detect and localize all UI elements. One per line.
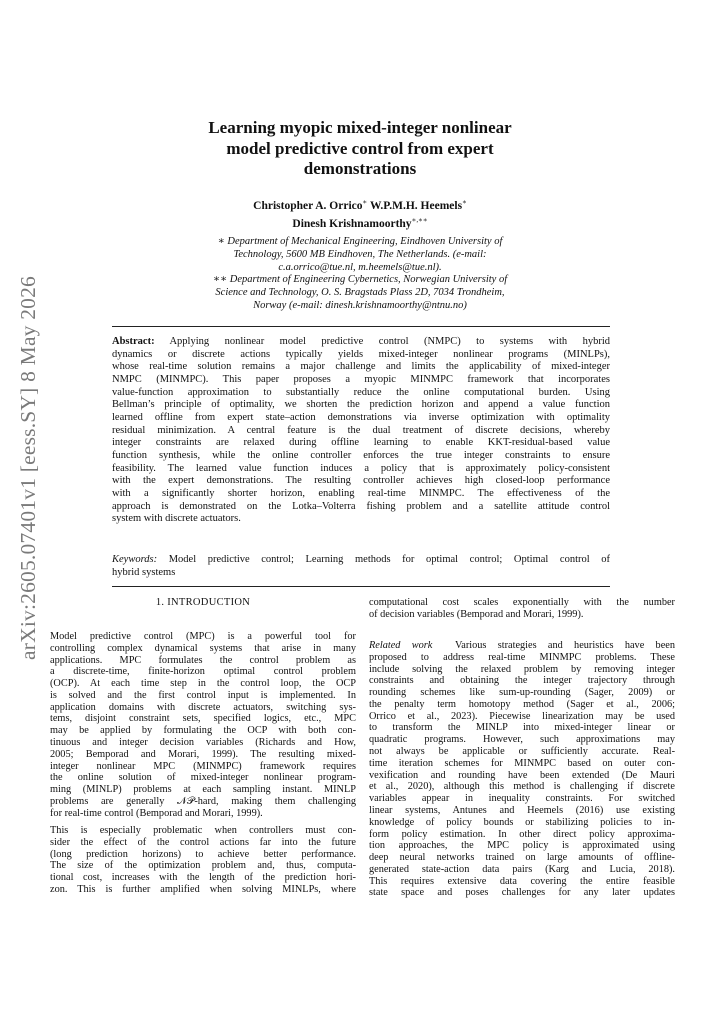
text-line: sider the effect of the control actions far into the future — [50, 836, 356, 848]
text-line: et al., 2020), although this method is challenging if discrete — [369, 781, 675, 793]
text-line: is solved and the first control input is implemented. In — [50, 689, 356, 701]
abstract-line: NMPC (MINMPC). This paper proposes a myopic MINMPC framework that incorporates — [112, 373, 610, 385]
text-line: (OCP). At each time step in the control loop, the OCP — [50, 678, 356, 690]
text-line: a discrete-time, finite-horizon optimal control problem — [50, 666, 356, 678]
text-line: deep neural networks trained on large amounts of offline- — [369, 852, 675, 864]
text-line: may be applied by formulating the OCP with both con- — [50, 725, 356, 737]
abstract-line: learned offline from expert state–action demonstrations via inverse optimization with optimality — [112, 411, 610, 423]
related-work-paragraph — [369, 640, 675, 899]
text-line: variables appear in inequality constraints. For switched — [369, 793, 675, 805]
text-line: the penalty term homotopy method (Sager et al., 2006; — [369, 698, 675, 710]
text-line: for real-time control (Bemporad and Morari, 1999). — [50, 807, 263, 819]
title-line: model predictive control from expert — [226, 138, 494, 158]
title-line: Learning myopic mixed-integer nonlinear — [208, 118, 512, 137]
divider-bottom — [112, 586, 610, 587]
arxiv-identifier: arXiv:2605.07401v1 [eess.SY] 8 May 2026 — [16, 275, 40, 660]
text-line: to transform the MINLP into mixed-integer linear or — [369, 722, 675, 734]
keywords — [112, 554, 610, 580]
text-line: form policy estimation. In other direct policy approxima- — [369, 828, 675, 840]
keywords-line: Model predictive control; Learning methods for optimal control; Optimal control of — [168, 554, 610, 565]
keywords-label: Keywords: — [112, 554, 158, 565]
text-line: tinuous and integer decision variables (Richards and How, — [50, 737, 356, 749]
abstract-line: whose real-time solution remains a major challenge and limits the applicability of mixed-integer — [112, 361, 610, 373]
text-line: problems are generally 𝒩𝒫-hard, making them challenging — [50, 795, 356, 807]
abstract-line: with a significantly shorter horizon, enabling real-time MINMPC. The effectiveness of the — [112, 487, 610, 499]
author-block — [150, 195, 570, 231]
text-line: generated state-action data pairs (Karg and Lucia, 2018). — [369, 863, 675, 875]
abstract-line: Applying nonlinear model predictive control (NMPC) to systems with hybrid — [169, 336, 611, 347]
text-line: integer nonlinear MPC (MINMPC) framework requires — [50, 760, 356, 772]
affiliation-line: ∗ Department of Mechanical Engineering, Eindhoven University of — [217, 236, 503, 247]
abstract-line: approach is demonstrated on the Lotka–Volterra fishing problem and a satellite attitude control — [112, 500, 610, 512]
abstract — [112, 336, 610, 526]
text-line: knowledge of policy bounds or stabilizing policies to in- — [369, 816, 675, 828]
section-heading: 1. INTRODUCTION — [155, 597, 251, 608]
author-name: W.P.M.H. Heemels — [369, 199, 463, 212]
text-line: tems, disjoint constraint sets, specified logics, etc., MPC — [50, 713, 356, 725]
text-line: ming (MINLP) problems at each sampling instant. MINLP — [50, 784, 356, 796]
text-line: Various strategies and heuristics have been — [454, 640, 675, 651]
keywords-line: hybrid systems — [112, 566, 176, 578]
related-work-label: Related work — [369, 640, 433, 651]
abstract-line: function synthesis, while the online controller enforces the true integer constraints to ensure — [112, 449, 610, 461]
author-name: Christopher A. Orrico — [253, 199, 363, 212]
abstract-label: Abstract: — [112, 336, 155, 347]
text-line: time iteration schemes for MINMPC based on outer con- — [369, 757, 675, 769]
abstract-line: Bellman’s principle of optimality, we shorten the prediction horizon and append a value function — [112, 399, 610, 411]
affiliation-line: Technology, 5600 MB Eindhoven, The Netherlands. (e-mail: — [233, 248, 487, 260]
text-line: tion approaches, the MPC policy is approximated using — [369, 840, 675, 852]
text-line: zon. This is further amplified when solving MINLPs, where — [50, 883, 356, 895]
text-line: vexification and rounding have been extended (De Mauri — [369, 769, 675, 781]
abstract-line: feasibility. The learned value function induces a policy that is approximately policy-consistent — [112, 462, 610, 474]
text-line: The size of the optimization problem and, thus, computa- — [50, 860, 356, 872]
text-line: computational cost scales exponentially with the number — [369, 597, 675, 608]
affiliation-line: c.a.orrico@tue.nl, m.heemels@tue.nl). — [278, 261, 442, 273]
text-line: controlling complex dynamical systems that arise in many — [50, 642, 356, 654]
text-line: proposed to address real-time MINMPC problems. These — [369, 651, 675, 663]
divider-top — [112, 326, 610, 327]
text-line: applications. MPC formulates the control problem as — [50, 654, 356, 666]
text-line: Model predictive control (MPC) is a powerful tool for — [50, 631, 356, 642]
affiliation-line: Norway (e-mail: dinesh.krishnamoorthy@ntnu.no) — [253, 299, 467, 311]
text-line: linear systems, Antunes and Heemels (2016) use existing — [369, 804, 675, 816]
title-line: demonstrations — [303, 159, 417, 178]
affiliations — [150, 236, 570, 313]
right-paragraph-1 — [369, 597, 675, 621]
text-line: include solving the relaxed problem by removing integer — [369, 663, 675, 675]
text-line: state space and poses challenges for any later updates — [369, 887, 675, 899]
text-line: of decision variables (Bemporad and Morari, 1999). — [369, 608, 584, 620]
text-line: This requires extensive data covering the entire feasible — [369, 875, 675, 887]
text-line: tional cost, increases with the length of the prediction hori- — [50, 872, 356, 884]
affiliation-line: ∗∗ Department of Engineering Cybernetics, Norwegian University of — [212, 274, 508, 286]
author-name: Dinesh Krishnamoorthy — [292, 217, 412, 230]
text-line: application domains with discrete actuators, switching sys- — [50, 701, 356, 713]
intro-paragraph-2 — [50, 825, 356, 896]
affiliation-mark: ∗ — [362, 198, 368, 206]
abstract-line: system with discrete actuators. — [112, 513, 241, 525]
text-line: 2005; Bemporad and Morari, 1999). The resulting mixed- — [50, 748, 356, 760]
text-line: constraints and obtaining the integer trajectory through — [369, 675, 675, 687]
abstract-line: with the expert demonstrations. The resulting controller achieves high closed-loop performance — [112, 475, 610, 487]
text-line: This is especially problematic when controllers must con- — [50, 825, 356, 836]
text-line: not always be applicable or sufficiently accurate. Real- — [369, 746, 675, 758]
affiliation-line: Science and Technology, O. S. Bragstads Plass 2D, 7034 Trondheim, — [215, 287, 505, 299]
abstract-line: dynamics or discrete actions typically yields mixed-integer nonlinear programs (MINLPs), — [112, 348, 610, 360]
affiliation-mark: ∗,∗∗ — [411, 215, 428, 224]
text-line: (long prediction horizons) to achieve better performance. — [50, 848, 356, 860]
paper-title — [150, 118, 570, 180]
abstract-line: residual minimization. A central feature is the dual treatment of discrete decisions, whereby — [112, 424, 610, 436]
abstract-line: value-function approximation to substantially reduce the online computational burden. Using — [112, 386, 610, 398]
abstract-line: integer constraints are relaxed during offline learning to enable KKT-residual-based value — [112, 437, 610, 449]
text-line: rounding schemes like sum-up-rounding (Sager, 2009) or — [369, 687, 675, 699]
intro-paragraph-1 — [50, 631, 356, 820]
text-line: the online solution of mixed-integer nonlinear program- — [50, 772, 356, 784]
text-line: quadratic programs. However, such approximations may — [369, 734, 675, 746]
affiliation-mark: ∗ — [462, 198, 467, 206]
text-line: Orrico et al., 2023). Piecewise linearization may be used — [369, 710, 675, 722]
